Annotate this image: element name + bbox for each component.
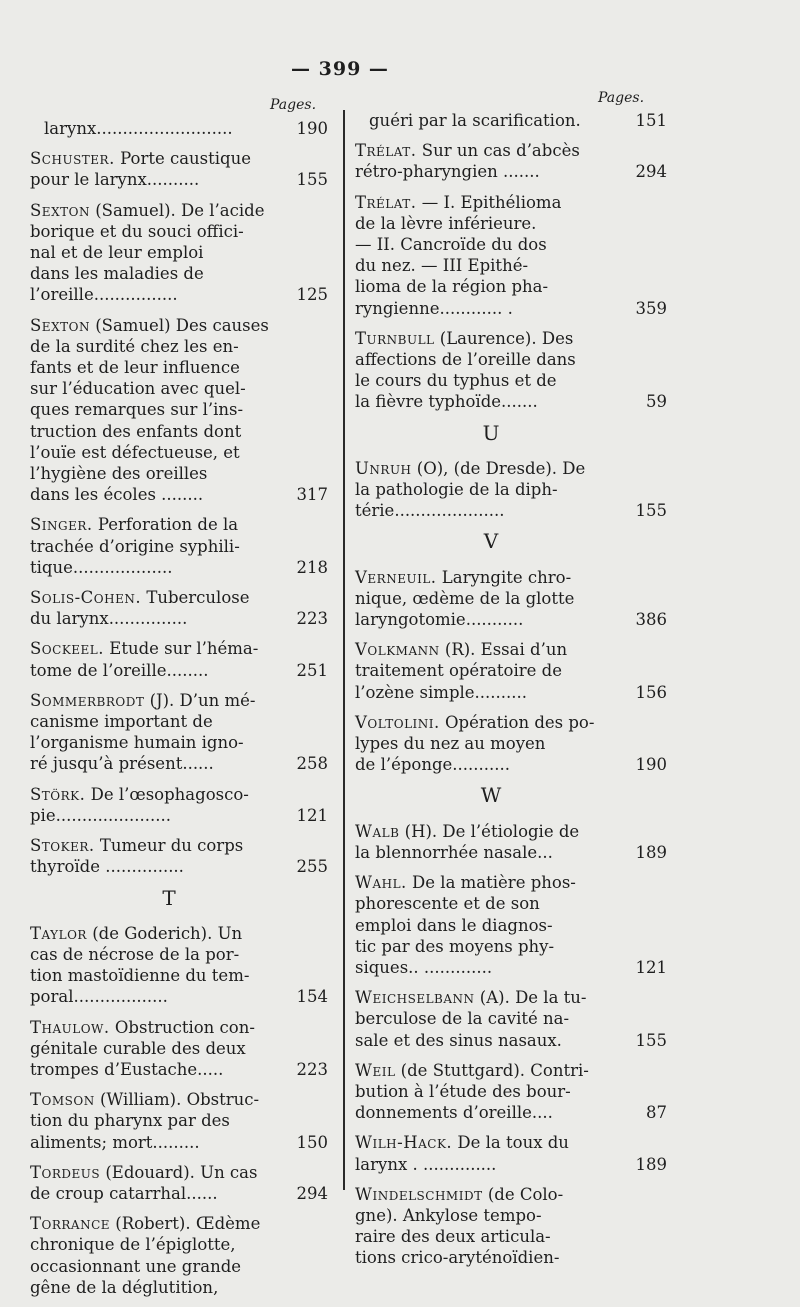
- entry-text: du larynx...............: [30, 609, 188, 629]
- entry-text: lioma de la région pha-: [355, 277, 549, 297]
- entry-text: larynx..........................: [44, 119, 233, 138]
- entry-text: De la toux du: [452, 1133, 569, 1153]
- column-divider: [343, 110, 345, 1190]
- author-name: Wahl.: [355, 873, 407, 893]
- page-ref: 255: [296, 857, 328, 877]
- page-ref: 190: [296, 119, 328, 138]
- entry-text: aliments; mort.........: [30, 1132, 200, 1152]
- author-name: Unruh: [355, 458, 412, 478]
- entry-line: [30, 1162, 276, 1183]
- entry-text: (Samuel) Des causes: [89, 315, 269, 335]
- entry-text: (William). Obstruc-: [94, 1090, 260, 1110]
- entry-text: tions crico-aryténoïdien-: [355, 1248, 560, 1268]
- entry-line: [355, 893, 615, 914]
- entry-text: pie......................: [30, 805, 171, 825]
- entry-text: (Laurence). Des: [434, 328, 574, 348]
- index-entry: [30, 784, 328, 826]
- entry-text: (H). De l’étiologie de: [399, 821, 580, 841]
- entry-line: [30, 169, 276, 190]
- index-entry: [355, 1132, 667, 1174]
- index-entry: [30, 638, 328, 680]
- index-entry: [355, 328, 667, 413]
- page-ref: 154: [296, 987, 328, 1007]
- author-name: Tomson: [30, 1090, 95, 1110]
- entry-text: dans les maladies de: [30, 264, 204, 284]
- author-name: Walb: [355, 821, 400, 841]
- index-entry: [355, 712, 667, 776]
- entry-text: gêne de la déglutition,: [30, 1277, 219, 1297]
- author-name: Sommerbrodt: [30, 690, 145, 710]
- entry-text: (A). De la tu-: [474, 988, 587, 1008]
- entry-text: tique...................: [30, 557, 173, 577]
- entry-text: gne). Ankylose tempo-: [355, 1205, 542, 1225]
- author-name: Windelschmidt: [355, 1184, 483, 1204]
- entry-text: Opération des po-: [439, 712, 595, 732]
- entry-line: [30, 1132, 276, 1153]
- pages-label-left: Pages.: [270, 97, 317, 113]
- page-ref: 156: [635, 682, 667, 702]
- entry-text: chronique de l’épiglotte,: [30, 1235, 236, 1255]
- page-ref: 218: [296, 557, 328, 577]
- entry-text: nal et de leur emploi: [30, 243, 204, 263]
- entry-line: [355, 161, 615, 182]
- page-ref: 155: [635, 1030, 667, 1050]
- entry-line: [30, 148, 276, 169]
- index-entry: [30, 514, 328, 578]
- author-name: Taylor: [30, 923, 87, 943]
- entry-text: emploi dans le diagnos-: [355, 915, 553, 935]
- entry-line: [355, 1247, 615, 1268]
- author-name: Thaulow.: [30, 1017, 110, 1037]
- entry-line: [30, 638, 276, 659]
- entry-line: [30, 399, 276, 420]
- entry-text: larynx . ..............: [355, 1154, 497, 1174]
- entry-line: [30, 242, 276, 263]
- entry-line: [30, 711, 276, 732]
- entry-line: [30, 315, 276, 336]
- entry-text: tome de l’oreille........: [30, 660, 209, 680]
- entry-line: [30, 463, 276, 484]
- entry-text: l’ozène simple..........: [355, 682, 527, 702]
- entry-line: [30, 986, 276, 1007]
- author-name: Schuster.: [30, 149, 115, 169]
- index-entry: [355, 110, 667, 131]
- entry-line: [355, 1060, 615, 1081]
- index-entry: [355, 639, 667, 703]
- entry-line: [355, 639, 615, 660]
- entry-text: pour le larynx..........: [30, 170, 200, 190]
- entry-line: [355, 733, 615, 754]
- entry-text: tic par des moyens phy-: [355, 936, 555, 956]
- entry-text: du nez. — III Epithé-: [355, 256, 529, 276]
- entry-line: [355, 712, 615, 733]
- entry-text: (de Goderich). Un: [86, 923, 243, 943]
- entry-text: Porte caustique: [114, 149, 252, 169]
- entry-line: [355, 936, 615, 957]
- page-ref: 251: [296, 660, 328, 680]
- entry-text: rétro-pharyngien .......: [355, 162, 540, 182]
- entry-line: [30, 1277, 276, 1298]
- page-ref: 150: [296, 1132, 328, 1152]
- entry-line: [355, 1102, 615, 1123]
- entry-line: [355, 872, 615, 893]
- index-entry: [355, 192, 667, 319]
- author-name: Voltolini.: [355, 712, 440, 732]
- page-ref: 121: [296, 805, 328, 825]
- entry-line: [355, 391, 615, 412]
- entry-text: (Samuel). De l’acide: [89, 200, 265, 220]
- entry-text: phorescente et de son: [355, 894, 540, 914]
- entry-text: occasionnant une grande: [30, 1256, 242, 1276]
- entry-text: lypes du nez au moyen: [355, 734, 546, 754]
- index-entry: [30, 118, 328, 139]
- page-ref: 87: [646, 1103, 667, 1123]
- index-entry: [30, 1017, 328, 1081]
- entry-line: [355, 276, 615, 297]
- entry-text: Etude sur l’héma-: [104, 639, 259, 659]
- entry-text: Tuberculose: [141, 588, 250, 608]
- entry-text: la blennorrhée nasale...: [355, 842, 553, 862]
- entry-text: trachée d’origine syphili-: [30, 536, 240, 556]
- entry-text: la pathologie de la diph-: [355, 480, 558, 500]
- entry-text: ques remarques sur l’ins-: [30, 400, 244, 420]
- entry-line: [44, 118, 276, 139]
- entry-text: donnements d’oreille....: [355, 1103, 553, 1123]
- entry-text: ryngienne............ .: [355, 298, 513, 318]
- author-name: Tordeus: [30, 1162, 101, 1182]
- author-name: Wilh-Hack.: [355, 1133, 453, 1153]
- entry-text: De la matière phos-: [406, 873, 576, 893]
- entry-text: fants et de leur influence: [30, 358, 240, 378]
- author-name: Volkmann: [355, 640, 440, 660]
- entry-line: [30, 557, 276, 578]
- entry-text: l’oreille................: [30, 285, 178, 305]
- entry-text: la fièvre typhoïde.......: [355, 392, 538, 412]
- entry-text: Laryngite chro-: [436, 567, 572, 587]
- entry-line: [30, 1110, 276, 1131]
- entry-text: raire des deux articula-: [355, 1227, 551, 1247]
- entry-line: [355, 1154, 615, 1175]
- section-letter: W: [480, 783, 502, 808]
- page-number: — 399 —: [291, 58, 389, 80]
- entry-line: [30, 378, 276, 399]
- entry-line: [355, 1184, 615, 1205]
- entry-line: [355, 140, 615, 161]
- entry-line: [355, 1030, 615, 1051]
- entry-line: [355, 1008, 615, 1029]
- entry-text: trompes d’Eustache.....: [30, 1059, 224, 1079]
- index-entry: [355, 140, 667, 182]
- entry-line: [355, 957, 615, 978]
- page-ref: 121: [635, 957, 667, 977]
- author-name: Störk.: [30, 784, 86, 804]
- author-name: Trélat.: [355, 141, 417, 161]
- page-ref: 317: [296, 485, 328, 505]
- author-name: Weil: [355, 1060, 396, 1080]
- entry-line: [355, 821, 615, 842]
- entry-text: (Robert). Œdème: [110, 1214, 261, 1234]
- author-name: Singer.: [30, 515, 93, 535]
- entry-line: [30, 587, 276, 608]
- entry-text: Sur un cas d’abcès: [416, 141, 580, 161]
- index-entry: [355, 1060, 667, 1124]
- entry-text: génitale curable des deux: [30, 1038, 246, 1058]
- entry-text: siques.. .............: [355, 957, 493, 977]
- page-ref: 189: [635, 1154, 667, 1174]
- entry-line: [30, 1183, 276, 1204]
- entry-text: (Edouard). Un cas: [100, 1162, 258, 1182]
- entry-text: Tumeur du corps: [94, 836, 244, 856]
- entry-line: [355, 500, 615, 521]
- entry-text: dans les écoles ........: [30, 485, 204, 505]
- entry-text: thyroïde ...............: [30, 857, 184, 877]
- entry-line: [30, 1038, 276, 1059]
- entry-line: [30, 1017, 276, 1038]
- entry-text: tion mastoïdienne du tem-: [30, 966, 250, 986]
- entry-line: [355, 588, 615, 609]
- entry-line: [30, 357, 276, 378]
- page-ref: 189: [635, 842, 667, 862]
- entry-line: [355, 987, 615, 1008]
- index-entry: [355, 458, 667, 522]
- entry-text: — II. Cancroïde du dos: [355, 235, 547, 255]
- entry-line: [355, 754, 615, 775]
- entry-text: affections de l’oreille dans: [355, 350, 576, 370]
- entry-text: cas de nécrose de la por-: [30, 944, 240, 964]
- page-ref: 258: [296, 754, 328, 774]
- entry-line: [30, 965, 276, 986]
- entry-line: [30, 421, 276, 442]
- author-name: Turnbull: [355, 328, 435, 348]
- entry-line: [30, 660, 276, 681]
- author-name: Sexton: [30, 200, 90, 220]
- entry-line: [30, 805, 276, 826]
- entry-line: [355, 349, 615, 370]
- author-name: Weichselbann: [355, 988, 475, 1008]
- index-entry: [355, 987, 667, 1051]
- entry-line: [355, 1226, 615, 1247]
- entry-line: [30, 484, 276, 505]
- index-entry: [355, 872, 667, 978]
- entry-line: [355, 682, 615, 703]
- author-name: Stoker.: [30, 836, 95, 856]
- entry-text: tion du pharynx par des: [30, 1111, 230, 1131]
- entry-line: [355, 1081, 615, 1102]
- entry-line: [30, 690, 276, 711]
- author-name: Solis-Cohen.: [30, 588, 142, 608]
- entry-text: Perforation de la: [92, 515, 239, 535]
- entry-text: l’hygiène des oreilles: [30, 464, 208, 484]
- page-ref: 155: [635, 501, 667, 521]
- entry-line: [30, 1089, 276, 1110]
- entry-line: [355, 1132, 615, 1153]
- page-ref: 294: [296, 1183, 328, 1203]
- page-ref: 125: [296, 285, 328, 305]
- entry-text: de l’éponge...........: [355, 755, 511, 775]
- entry-text: l’organisme humain igno-: [30, 733, 244, 753]
- entry-text: sale et des sinus nasaux.: [355, 1030, 562, 1050]
- entry-line: [355, 609, 615, 630]
- entry-text: traitement opératoire de: [355, 661, 562, 681]
- section-letter: U: [482, 420, 500, 445]
- entry-line: [355, 298, 615, 319]
- entry-line: [355, 660, 615, 681]
- entry-line: [355, 370, 615, 391]
- page-ref: 59: [646, 392, 667, 412]
- index-entry: [30, 1089, 328, 1153]
- entry-line: [355, 328, 615, 349]
- entry-text: nique, œdème de la glotte: [355, 588, 575, 608]
- entry-line: [355, 458, 615, 479]
- entry-text: (R). Essai d’un: [439, 640, 568, 660]
- page-ref: 190: [635, 755, 667, 775]
- index-entry: [30, 315, 328, 506]
- index-entry: [30, 200, 328, 306]
- index-entry: [30, 148, 328, 190]
- entry-text: de la lèvre inférieure.: [355, 213, 537, 233]
- page-ref: 155: [296, 170, 328, 190]
- index-entry: [355, 1184, 667, 1269]
- entry-line: [30, 835, 276, 856]
- index-entry: [355, 821, 667, 863]
- entry-line: [355, 567, 615, 588]
- entry-text: berculose de la cavité na-: [355, 1009, 570, 1029]
- entry-line: [30, 944, 276, 965]
- section-letter: T: [162, 885, 176, 910]
- section-letter: V: [483, 529, 499, 554]
- entry-line: [30, 336, 276, 357]
- entry-text: de la surdité chez les en-: [30, 336, 239, 356]
- entry-text: le cours du typhus et de: [355, 371, 557, 391]
- entry-line: [30, 732, 276, 753]
- entry-line: [369, 110, 615, 131]
- entry-line: [355, 842, 615, 863]
- left-column: [30, 118, 328, 1307]
- entry-line: [355, 255, 615, 276]
- pages-label-right: Pages.: [598, 90, 645, 106]
- author-name: Torrance: [30, 1214, 111, 1234]
- entry-line: [355, 915, 615, 936]
- entry-line: [30, 536, 276, 557]
- entry-text: truction des enfants dont: [30, 421, 242, 441]
- entry-line: [30, 514, 276, 535]
- right-column: [355, 110, 667, 1278]
- entry-line: [30, 284, 276, 305]
- entry-line: [355, 213, 615, 234]
- entry-text: bution à l’étude des bour-: [355, 1081, 571, 1101]
- entry-line: [30, 263, 276, 284]
- entry-line: [30, 923, 276, 944]
- entry-text: De l’œsophagosco-: [85, 784, 249, 804]
- entry-line: [30, 856, 276, 877]
- page-ref: 294: [635, 162, 667, 182]
- index-entry: [30, 587, 328, 629]
- index-entry: [30, 690, 328, 775]
- entry-line: [30, 200, 276, 221]
- entry-text: guéri par la scarification.: [369, 111, 581, 130]
- index-entry: [30, 923, 328, 1008]
- entry-line: [355, 234, 615, 255]
- entry-text: (J). D’un mé-: [144, 690, 256, 710]
- entry-text: de croup catarrhal......: [30, 1183, 218, 1203]
- entry-text: térie.....................: [355, 501, 505, 521]
- author-name: Verneuil.: [355, 567, 437, 587]
- entry-text: poral..................: [30, 987, 168, 1007]
- entry-text: (de Colo-: [482, 1184, 564, 1204]
- entry-text: l’ouïe est défectueuse, et: [30, 442, 240, 462]
- entry-line: [355, 192, 615, 213]
- entry-line: [30, 1059, 276, 1080]
- entry-text: — I. Epithélioma: [416, 192, 562, 212]
- page-ref: 386: [635, 610, 667, 630]
- entry-text: (de Stuttgard). Contri-: [395, 1060, 589, 1080]
- entry-line: [30, 221, 276, 242]
- author-name: Sexton: [30, 315, 90, 335]
- page-ref: 359: [635, 298, 667, 318]
- entry-line: [30, 784, 276, 805]
- entry-text: canisme important de: [30, 712, 213, 732]
- entry-line: [30, 1256, 276, 1277]
- entry-line: [30, 753, 276, 774]
- index-entry: [355, 567, 667, 631]
- entry-line: [30, 1213, 276, 1234]
- index-entry: [30, 1162, 328, 1204]
- entry-line: [30, 608, 276, 629]
- index-entry: [30, 835, 328, 877]
- entry-text: borique et du souci offici-: [30, 221, 244, 241]
- entry-text: ré jusqu’à présent......: [30, 754, 214, 774]
- author-name: Trélat.: [355, 192, 417, 212]
- entry-text: laryngotomie...........: [355, 610, 524, 630]
- entry-line: [30, 442, 276, 463]
- index-entry: [30, 1213, 328, 1298]
- entry-line: [355, 1205, 615, 1226]
- entry-text: sur l’éducation avec quel-: [30, 379, 246, 399]
- page-ref: 223: [296, 609, 328, 629]
- page-ref: 151: [635, 111, 667, 130]
- entry-text: (O), (de Dresde). De: [411, 458, 586, 478]
- author-name: Sockeel.: [30, 639, 105, 659]
- entry-text: Obstruction con-: [109, 1017, 255, 1037]
- entry-line: [355, 479, 615, 500]
- page-ref: 223: [296, 1059, 328, 1079]
